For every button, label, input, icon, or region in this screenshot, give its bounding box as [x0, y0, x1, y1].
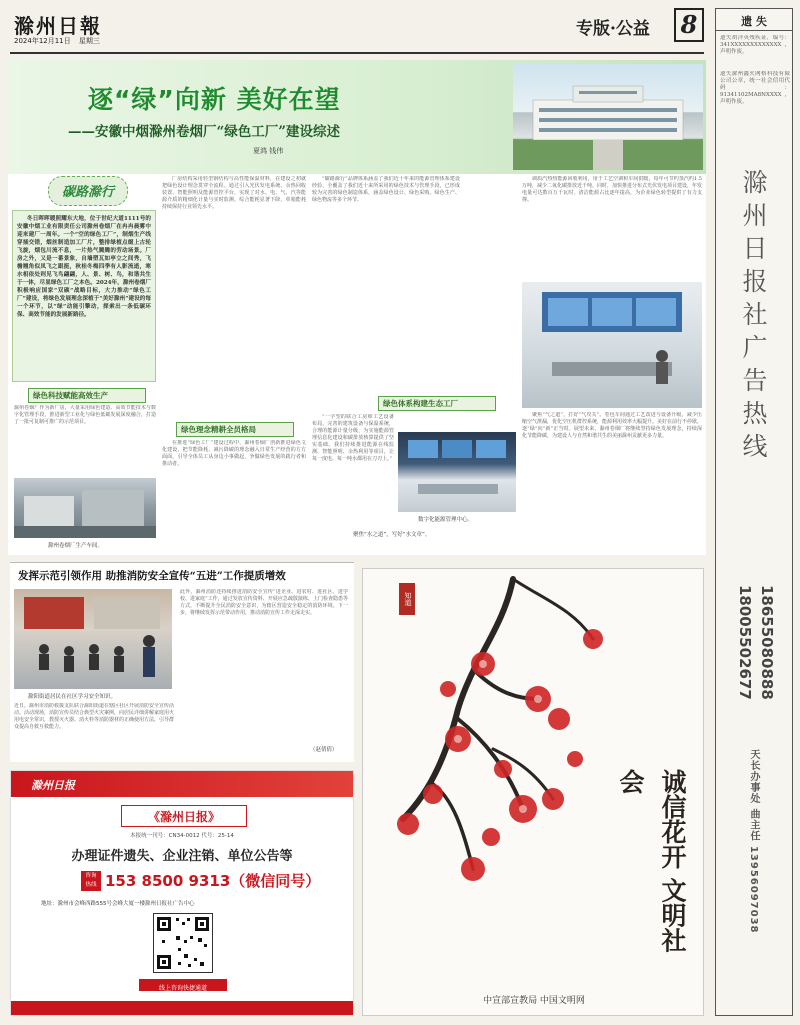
col4b-body: [522, 412, 702, 552]
masthead: [10, 8, 704, 50]
col3-paragraph: “碳路滁行”品牌体系涵盖了我们近十年来的能源管理体系建设经验，全覆盖了我们近十来所采用的绿色技术与管理手段，已形成较为完善的绿色制造体系，涵盖绿色设计、绿色采购、绿色生产、绿色物流等多个环节。: [312, 176, 460, 203]
workshop-photo: [14, 478, 156, 538]
feature-byline: 夏鸿 钱伟: [253, 147, 284, 155]
caption-workshop: 滁州卷烟厂生产车间。: [48, 543, 104, 549]
notice-header-text: 遗 失: [741, 15, 767, 28]
fire-author: （赵倩倩）: [310, 747, 338, 753]
fire-class-illustration: [14, 589, 172, 689]
ad-phone[interactable]: 153 8500 9313（微信同号）: [105, 872, 321, 890]
lead-paragraph: 冬日晖晖暖照耀东大地，位于世纪大道1111号的安徽中烟工业有限责任公司滁州卷烟厂在冉冉晨雾中迎来建厂一周年。一个“空的绿色工厂”，制烟生产线穿插交错，烟丝制造加工厂片，整排绿植点缀上古轮飞旋，烟包川流不息，一片热气腾腾的劳动场景。厂房之外，又是一番景象，自墙塑瓦如亭立之间秀，飞檐翘角似凤飞之跟挺，秋桂冬梅四季有人影流逝，寒水相依处则见飞鸟翩翩，人、景、树、鸟，和谐共生于一体，尽显绿色工厂之本色。2024年，滁州卷烟厂积极响应国家“双碳”战略目标，大力推动“绿色工厂”建设，将绿色发展理念深植于“美好滁州”建设的每一个环节，以“绿”动能引擎动，探索出一条低碳环保、高效节能的发展新路径。: [17, 216, 151, 318]
psa-calligraphy: 诚信花开 文明社会: [616, 769, 687, 953]
seal-stamp: [399, 583, 415, 615]
feature-title: 逐“绿”向新 美好在望: [88, 85, 341, 114]
col3-body: [312, 176, 460, 394]
weekday-text: 星期三: [78, 37, 100, 45]
badge-tanlu: [48, 176, 128, 206]
col4-paragraph: 调质汽热热能源回收利用，用于工艺空调和车间供暖，每年可节约蒸汽约1.5万吨，减少二氧化碳排放近千吨。同时，加快推进分布式光伏发电项目建设，年发电量可达数百万千瓦时，清洁能源占比逐年提高，为企业绿色转型提供了有力支撑。: [522, 176, 702, 203]
section-name: 专版·公益: [576, 19, 650, 39]
col2b-body: [162, 440, 306, 552]
page-number: 8: [674, 8, 704, 42]
col4b-paragraph: 聚焦“气之道”，打好“气攻关”。卷包车间通过工艺改进与设备升级，减少压缩空气泄漏，优化空压机群控系统，能源利用效率大幅提升。美好在前行不停歇，逐“绿”向“新”正当时。展望未来，滁州卷烟厂将继续坚持绿色发展理念，持续深化节能降碳，为建设人与自然和谐共生的美丽滁州贡献更多力量。: [522, 412, 702, 439]
notice-column: [715, 8, 793, 1016]
psa-plum-blossom: [362, 568, 704, 1016]
caption-energy-center: 数字化能源管理中心。: [418, 517, 474, 523]
date-text: 2024年12月11日: [14, 37, 71, 45]
qr-caption: 线上咨询快捷通道: [158, 985, 207, 992]
ad-hotline-vertical: 滁州日报社广告热线: [739, 169, 768, 466]
seal-text: 知道: [404, 592, 412, 606]
fire-text-a: 近日，滁州市消防救援支队联合滁阳街道在辖区社区开展消防安全宣传活动。活动现场，消防宣传员结合典型火灾案例，向居民详细讲解家庭用火用电安全常识，教授灭火器、消火栓等消防器材的正确使用方法，引导群众提高自救互救能力。: [14, 703, 174, 730]
feature-subtitle: ——安徽中烟滁州卷烟厂“绿色工厂”建设综述: [68, 124, 341, 140]
fire-safety-photo: [14, 589, 172, 689]
section-heading-2: 绿色理念精耕全员格局: [176, 422, 294, 437]
col2-body: [162, 176, 306, 416]
screens-illustration: [398, 432, 516, 512]
machine-illustration: [14, 478, 156, 538]
ad-meta: 本报统一刊号：CN34-0012 代号：25-14: [130, 833, 234, 839]
fire-safety-article: [10, 562, 354, 762]
masthead-rule: [10, 52, 704, 54]
caption-water: 聚焦“水之道”，写好“水文章”。: [353, 532, 431, 538]
fire-text-b: 此外，滁州消防还持续推进消防安全宣传“进企业、进农村、进社区、进学校、进家庭”工作，通过发放宣传资料、开展应急疏散演练、上门检查隐患等方式，不断提升全民消防安全意识，为辖区营造安全稳定的消防环境。下一步，将继续发挥示范带动作用，推动消防宣传工作走深走实。: [180, 589, 348, 616]
newspaper-logo: 滁州日報: [14, 14, 102, 38]
ad-logo: 滁州日报: [31, 779, 75, 792]
control-room-photo: [522, 282, 702, 408]
office-contact: 天长办事处 曲主任 13956097038: [748, 749, 759, 934]
notice-item-2: 遗失滁州鑫火网格科技有限公司公章，统一社会信用代码：91341102MA8NXXXX，声明作废。: [720, 71, 790, 105]
psa-footer: 中宣部宣教局 中国文明网: [483, 996, 585, 1006]
ad-title: 《滁州日报》: [147, 810, 220, 824]
hotline-phone-2: 18005502677: [736, 585, 754, 700]
qr-code-icon: [154, 914, 212, 972]
col1-body: 滁州卷烟厂作为新厂房，大量采用绿色建造、高效节能技术与数字化管理手段，推进新型工业化与绿色低碳发展深度融合，打造了一批可复制可推广的示范项目。: [14, 405, 156, 425]
factory-building-photo: [513, 64, 703, 170]
ad-title-box: [121, 805, 247, 827]
newspaper-ad: [10, 770, 354, 1016]
qr-caption-box: [139, 979, 227, 991]
section-heading-3: 绿色体系构建生态工厂: [378, 396, 496, 411]
feature-header-band: [8, 60, 706, 174]
ad-phone-tag-line2: 热线: [85, 882, 97, 888]
fire-article-title: 发挥示范引领作用 助推消防安全宣传“五进”工作提质增效: [18, 570, 286, 582]
control-room-illustration: [522, 282, 702, 408]
blossoms: [397, 629, 603, 881]
badge-text: 碳路滁行: [61, 185, 114, 200]
col2b-paragraph: 在推进“绿色工厂”建设过程中，滁州卷烟厂创新推进绿色文化建设，把节能降耗、减污降碳的理念融入日常生产经营的方方面面，引导全体员工从身边小事做起，争做绿色发展的践行者和推动者。: [162, 440, 306, 467]
col3b-paragraph: “一字型的联合工房和工艺设备布局，完善的建筑设备与保温系统，合理的能源计量分级，为实施能源管理信息化建设和碳排放核算提供了坚实基础。我们持续推进能源在线监测、智能照明、余热利用等项目，让每一度电、每一吨水都用在刀刃上。”: [312, 414, 394, 462]
ad-phone-tag: [81, 871, 101, 891]
col2-paragraph: 厂房结构采用轻型钢结构与高性能保温材料，在建设之初就把绿色设计理念贯穿全流程。通过引入光伏发电系统、余热回收装置、智能照明及能源管控平台，实现了对水、电、气、汽等能源介质的精细化计量与实时监测，综合能耗显著下降，单箱能耗持续保持行业领先水平。: [162, 176, 306, 210]
notice-item-1: 遗失胡洋英残疾证，编号：341XXXXXXXXXXXXX，声明作废。: [720, 35, 790, 55]
ad-phone-tag-line1: 咨询: [85, 873, 97, 879]
ad-bottom-band: [11, 1001, 353, 1015]
hotline-phone-1: 18655080888: [758, 585, 776, 700]
ad-address: 地址：滁州市会峰西路555号会峰大厦一楼滁州日报社广告中心: [41, 901, 195, 907]
building-illustration: [513, 64, 703, 170]
ad-headline: 办理证件遗失、企业注销、单位公告等: [71, 849, 293, 864]
notice-header: [716, 9, 792, 31]
lead-box: [12, 210, 156, 382]
energy-center-photo: [398, 432, 516, 512]
ad-top-band: [11, 771, 353, 797]
section-heading-1: 绿色科技赋能高效生产: [28, 388, 146, 403]
issue-date: [14, 36, 100, 46]
fire-photo-caption: 滁阳街道居民在社区学习安全知识。: [28, 694, 117, 700]
col4-body: [522, 176, 702, 280]
qr-code[interactable]: [153, 913, 213, 973]
feature-article: [8, 60, 706, 555]
